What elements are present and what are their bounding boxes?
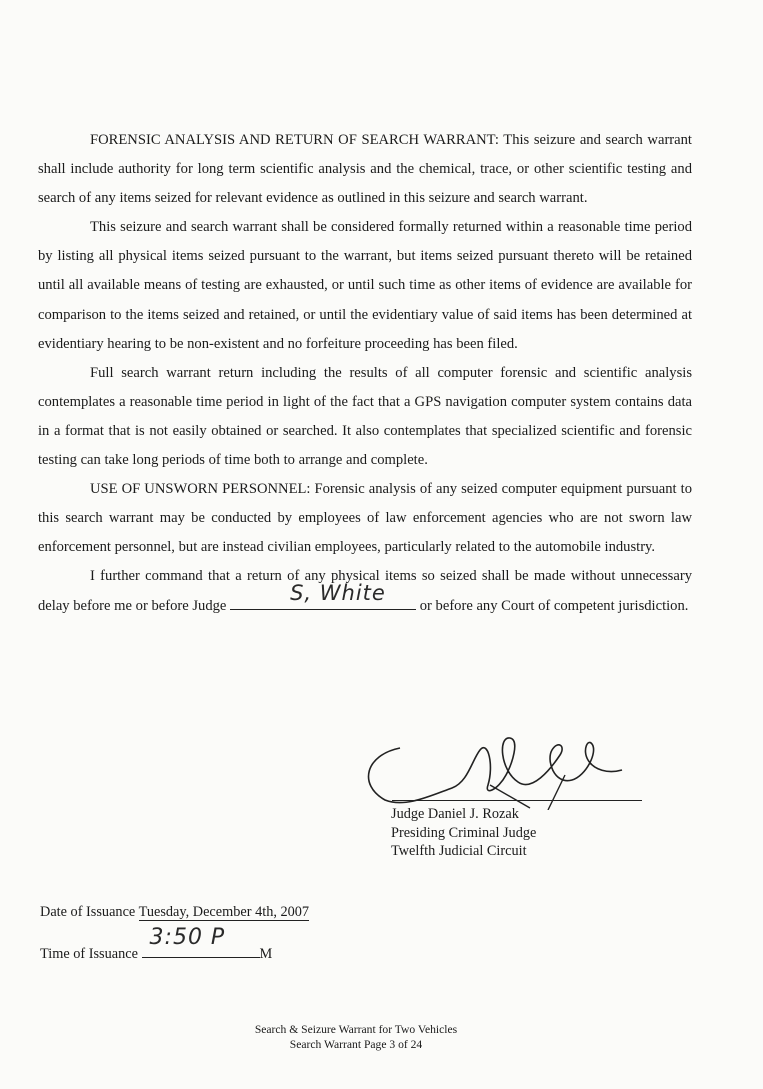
paragraph-command [38,562,692,620]
paragraph-full-return: Full search warrant return including the results of all computer forensic and scientific analysis contemplates a reasonable time period in light of the fact that a GPS navigation computer system contains data in a format that is not easily obtained or searched. It also contemplates that specialized scientific and forensic testing can take long periods of time both to arrange and complete. [38,364,692,469]
date-of-issuance [40,904,309,921]
page-footer [0,1023,712,1052]
paragraph-formal-return: This seizure and search warrant shall be considered formally returned within a reasonable time period by listing all physical items seized pursuant to the warrant, but items seized pursuant thereto will be retained until all available means of testing are exhausted, or until such time as other items of evidence are available for comparison to the items seized and retained, or until the evidentiary value of said items has been determined at evidentiary hearing to be non-existent and no forfeiture proceeding has been filed. [38,219,692,352]
command-text-before: I further command that a return of any physical items so seized shall be made without unnecessary delay before me or before Judge [38,568,692,614]
footer-page-number: Search Warrant Page 3 of 24 [289,1037,423,1051]
judge-circuit: Twelfth Judicial Circuit [391,843,527,859]
time-blank-line [142,925,260,958]
judge-title: Presiding Criminal Judge [391,824,537,841]
time-handwritten: 3:50 P [149,925,226,950]
command-text-after: or before any Court of competent jurisdiction. [419,597,689,614]
date-label: Date of Issuance [40,904,136,920]
judge-blank-line [230,580,416,610]
judge-info [391,805,536,861]
date-value: Tuesday, December 4th, 2007 [138,904,310,920]
footer-title: Search & Seizure Warrant for Two Vehicles [254,1023,458,1036]
paragraph-unsworn-personnel: USE OF UNSWORN PERSONNEL: Forensic analysis of any seized computer equipment pursuant to this search warrant may be conducted by employees of law enforcement agencies who are not sworn law enforcement personnel, but are instead civilian employees, particularly related to the automobile industry. [38,481,692,556]
time-suffix: M [259,946,273,962]
judge-handwritten-name: S, White [290,580,386,605]
time-of-issuance [40,925,273,963]
warrant-body [38,126,692,621]
judge-signature [360,730,650,810]
paragraph-forensic-analysis: FORENSIC ANALYSIS AND RETURN OF SEARCH WARRANT: This seizure and search warrant shall include authority for long term scientific analysis and the chemical, trace, or other scientific testing and search of any items seized for relevant evidence as outlined in this seizure and search warrant. [38,132,692,207]
signature-line [392,800,642,801]
judge-name: Judge Daniel J. Rozak [391,806,519,822]
time-label: Time of Issuance [40,946,138,962]
